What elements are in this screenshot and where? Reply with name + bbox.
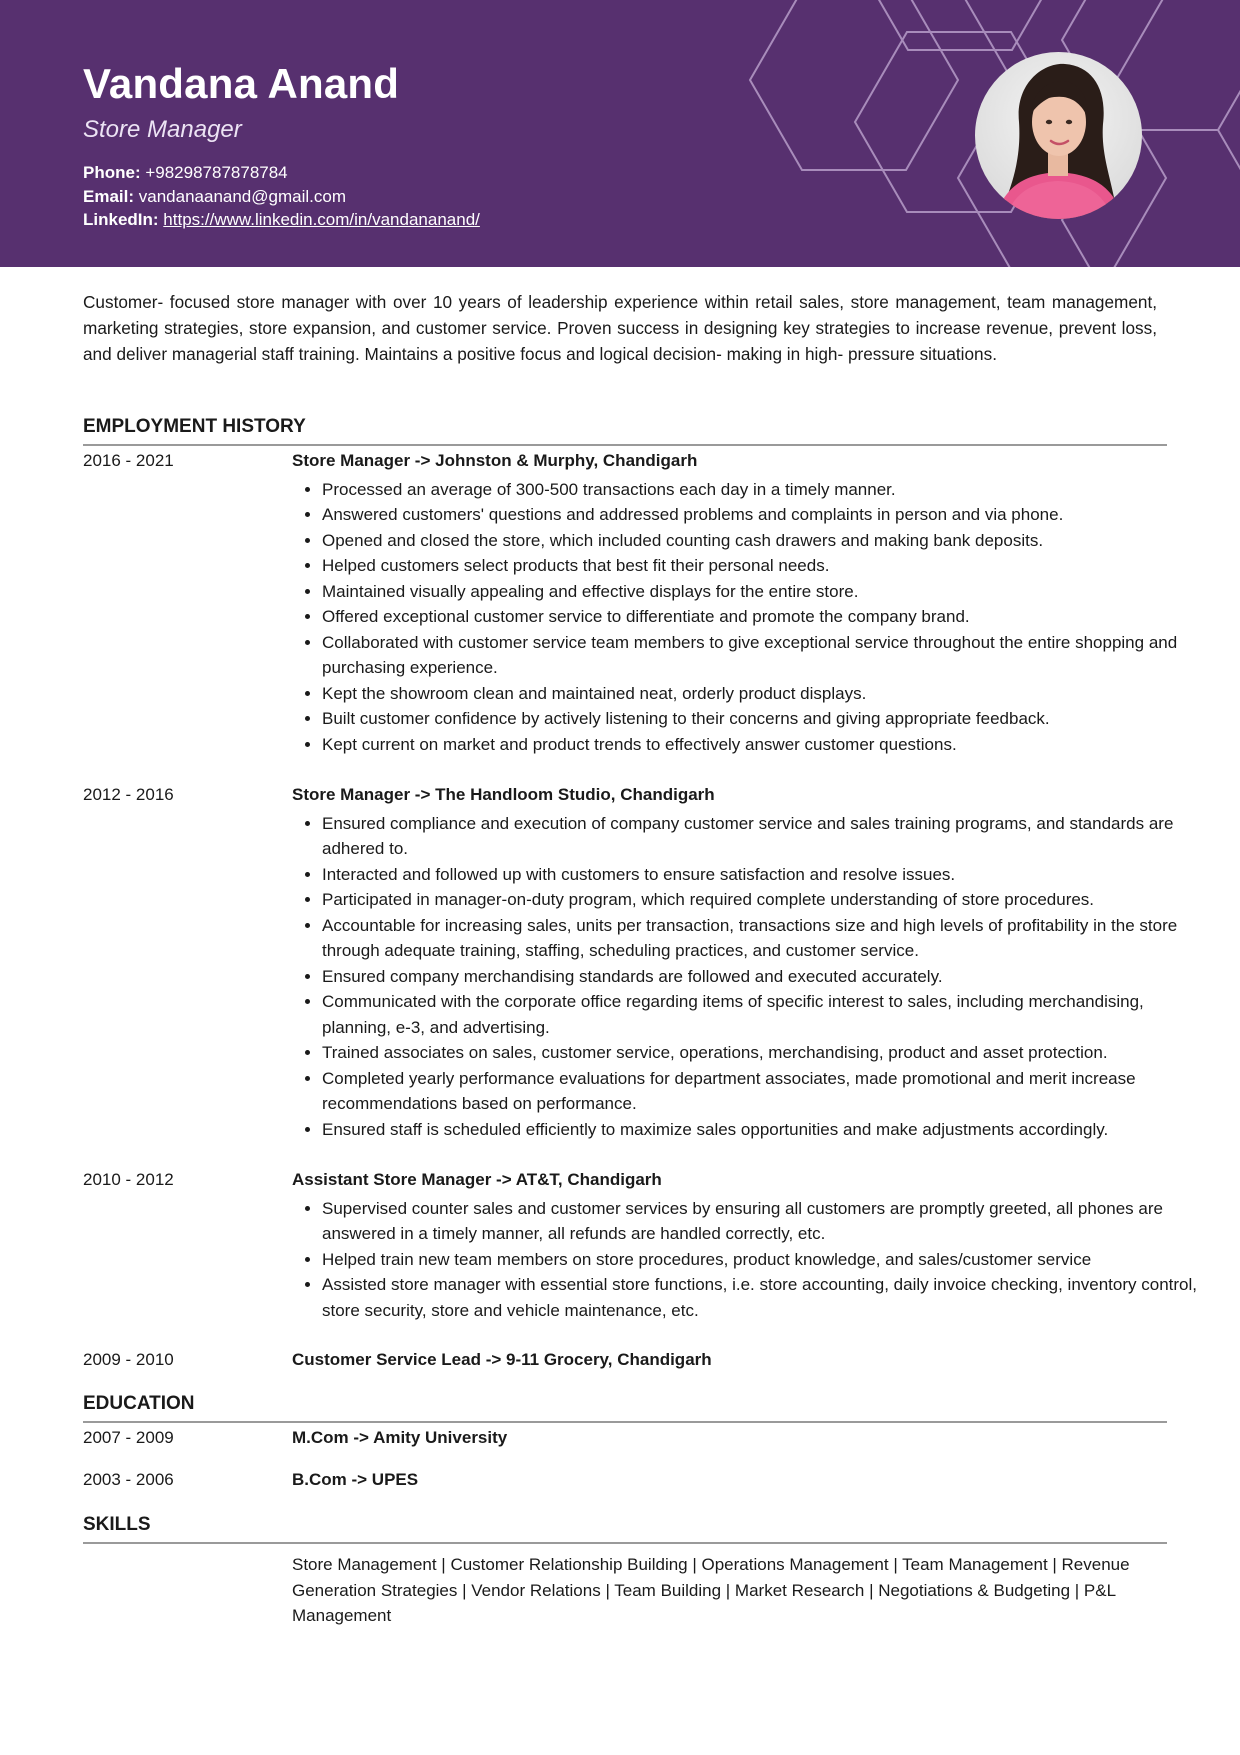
bullet-item: • Ensured compliance and execution of company customer service and sales training programs, and standards are adhered to. <box>322 811 1202 862</box>
bullet-item: • Interacted and followed up with customers to ensure satisfaction and resolve issues. <box>322 862 1202 888</box>
job-bullets <box>292 1196 1202 1324</box>
bullet-item: • Supervised counter sales and customer services by ensuring all customers are promptly greeted, all phones are answered in a timely manner, all refunds are handled correctly, etc. <box>322 1196 1202 1247</box>
bullet-item: • Processed an average of 300-500 transactions each day in a timely manner. <box>322 477 1202 503</box>
bullet-item: • Ensured staff is scheduled efficiently to maximize sales opportunities and make adjustments accordingly. <box>322 1117 1202 1143</box>
education-dates: 2007 - 2009 <box>83 1428 174 1447</box>
contact-info <box>83 161 480 232</box>
bullet-item: • Offered exceptional customer service to differentiate and promote the company brand. <box>322 604 1202 630</box>
bullet-item: • Kept the showroom clean and maintained neat, orderly product displays. <box>322 681 1202 707</box>
profile-summary: Customer- focused store manager with over 10 years of leadership experience within retail sales, store management, team management, marketing strategies, store expansion, and customer service. Proven success in designing key strategies to increase revenue, prevent loss, and deliver managerial staff training. Maintains a positive focus and logical decision- making in high- pressure situations. <box>83 292 1157 364</box>
job-dates: 2012 - 2016 <box>83 785 174 804</box>
bullet-item: • Kept current on market and product trends to effectively answer customer questions. <box>322 732 1202 758</box>
bullet-item: • Completed yearly performance evaluations for department associates, made promotional and merit increase recommendations based on performance. <box>322 1066 1202 1117</box>
candidate-name: Vandana Anand <box>83 60 400 107</box>
job-role: Assistant Store Manager -> AT&T, Chandigarh <box>292 1170 662 1189</box>
phone-label: Phone: <box>83 163 141 182</box>
email-label: Email: <box>83 186 135 206</box>
bullet-item: • Accountable for increasing sales, units per transaction, transactions size and high levels of profitability in the store through adequate training, staffing, scheduling practices, and customer service. <box>322 913 1202 964</box>
job-role: Store Manager -> Johnston & Murphy, Chandigarh <box>292 451 698 470</box>
bullet-item: • Answered customers' questions and addressed problems and complaints in person and via phone. <box>322 502 1202 528</box>
bullet-item: • Communicated with the corporate office regarding items of specific interest to sales, including merchandising, planning, e-3, and advertising. <box>322 989 1202 1040</box>
linkedin-link[interactable]: https://www.linkedin.com/in/vandananand/ <box>163 210 480 229</box>
bullet-item: • Built customer confidence by actively listening to their concerns and giving appropriate feedback. <box>322 706 1202 732</box>
phone-value: +98298787878784 <box>145 163 288 182</box>
job-role: Customer Service Lead -> 9-11 Grocery, Chandigarh <box>292 1350 712 1369</box>
education-heading: EDUCATION <box>83 1393 195 1414</box>
bullet-item: • Assisted store manager with essential store functions, i.e. store accounting, daily invoice checking, inventory control, store security, store and vehicle maintenance, etc. <box>322 1272 1202 1323</box>
skills-divider <box>83 1542 1167 1544</box>
job-title: Store Manager <box>83 116 242 143</box>
skills-heading: SKILLS <box>83 1514 151 1535</box>
bullet-item: • Maintained visually appealing and effective displays for the entire store. <box>322 579 1202 605</box>
bullet-item: • Trained associates on sales, customer service, operations, merchandising, product and asset protection. <box>322 1040 1202 1066</box>
bullet-item: • Helped customers select products that best fit their personal needs. <box>322 553 1202 579</box>
bullet-item: • Ensured company merchandising standards are followed and executed accurately. <box>322 964 1202 990</box>
email-row <box>83 185 480 209</box>
job-dates: 2009 - 2010 <box>83 1350 174 1369</box>
linkedin-row <box>83 208 480 232</box>
profile-photo <box>975 52 1142 219</box>
job-dates: 2016 - 2021 <box>83 451 174 470</box>
bullet-item: • Opened and closed the store, which included counting cash drawers and making bank deposits. <box>322 528 1202 554</box>
education-dates: 2003 - 2006 <box>83 1470 174 1489</box>
skills-list: Store Management | Customer Relationship Building | Operations Management | Team Management | Revenue Generation Strategies | Vendor Relations | Team Building | Market Research | Negotiations & Budgeting | P&L Management <box>292 1555 1130 1625</box>
job-bullets <box>292 477 1202 758</box>
resume-header <box>0 0 1240 267</box>
employment-divider <box>83 444 1167 446</box>
employment-heading: EMPLOYMENT HISTORY <box>83 416 306 437</box>
education-divider <box>83 1421 1167 1423</box>
bullet-item: • Collaborated with customer service team members to give exceptional service throughout the entire shopping and purchasing experience. <box>322 630 1202 681</box>
bullet-item: • Helped train new team members on store procedures, product knowledge, and sales/customer service <box>322 1247 1202 1273</box>
job-bullets <box>292 811 1202 1143</box>
email-value: vandanaanand@gmail.com <box>138 186 346 206</box>
education-degree: B.Com -> UPES <box>292 1470 419 1489</box>
phone-row <box>83 161 480 185</box>
education-degree: M.Com -> Amity University <box>292 1428 508 1447</box>
linkedin-label: LinkedIn: <box>83 210 159 229</box>
bullet-item: • Participated in manager-on-duty program, which required complete understanding of store procedures. <box>322 887 1202 913</box>
job-role: Store Manager -> The Handloom Studio, Chandigarh <box>292 785 715 804</box>
job-dates: 2010 - 2012 <box>83 1170 174 1189</box>
